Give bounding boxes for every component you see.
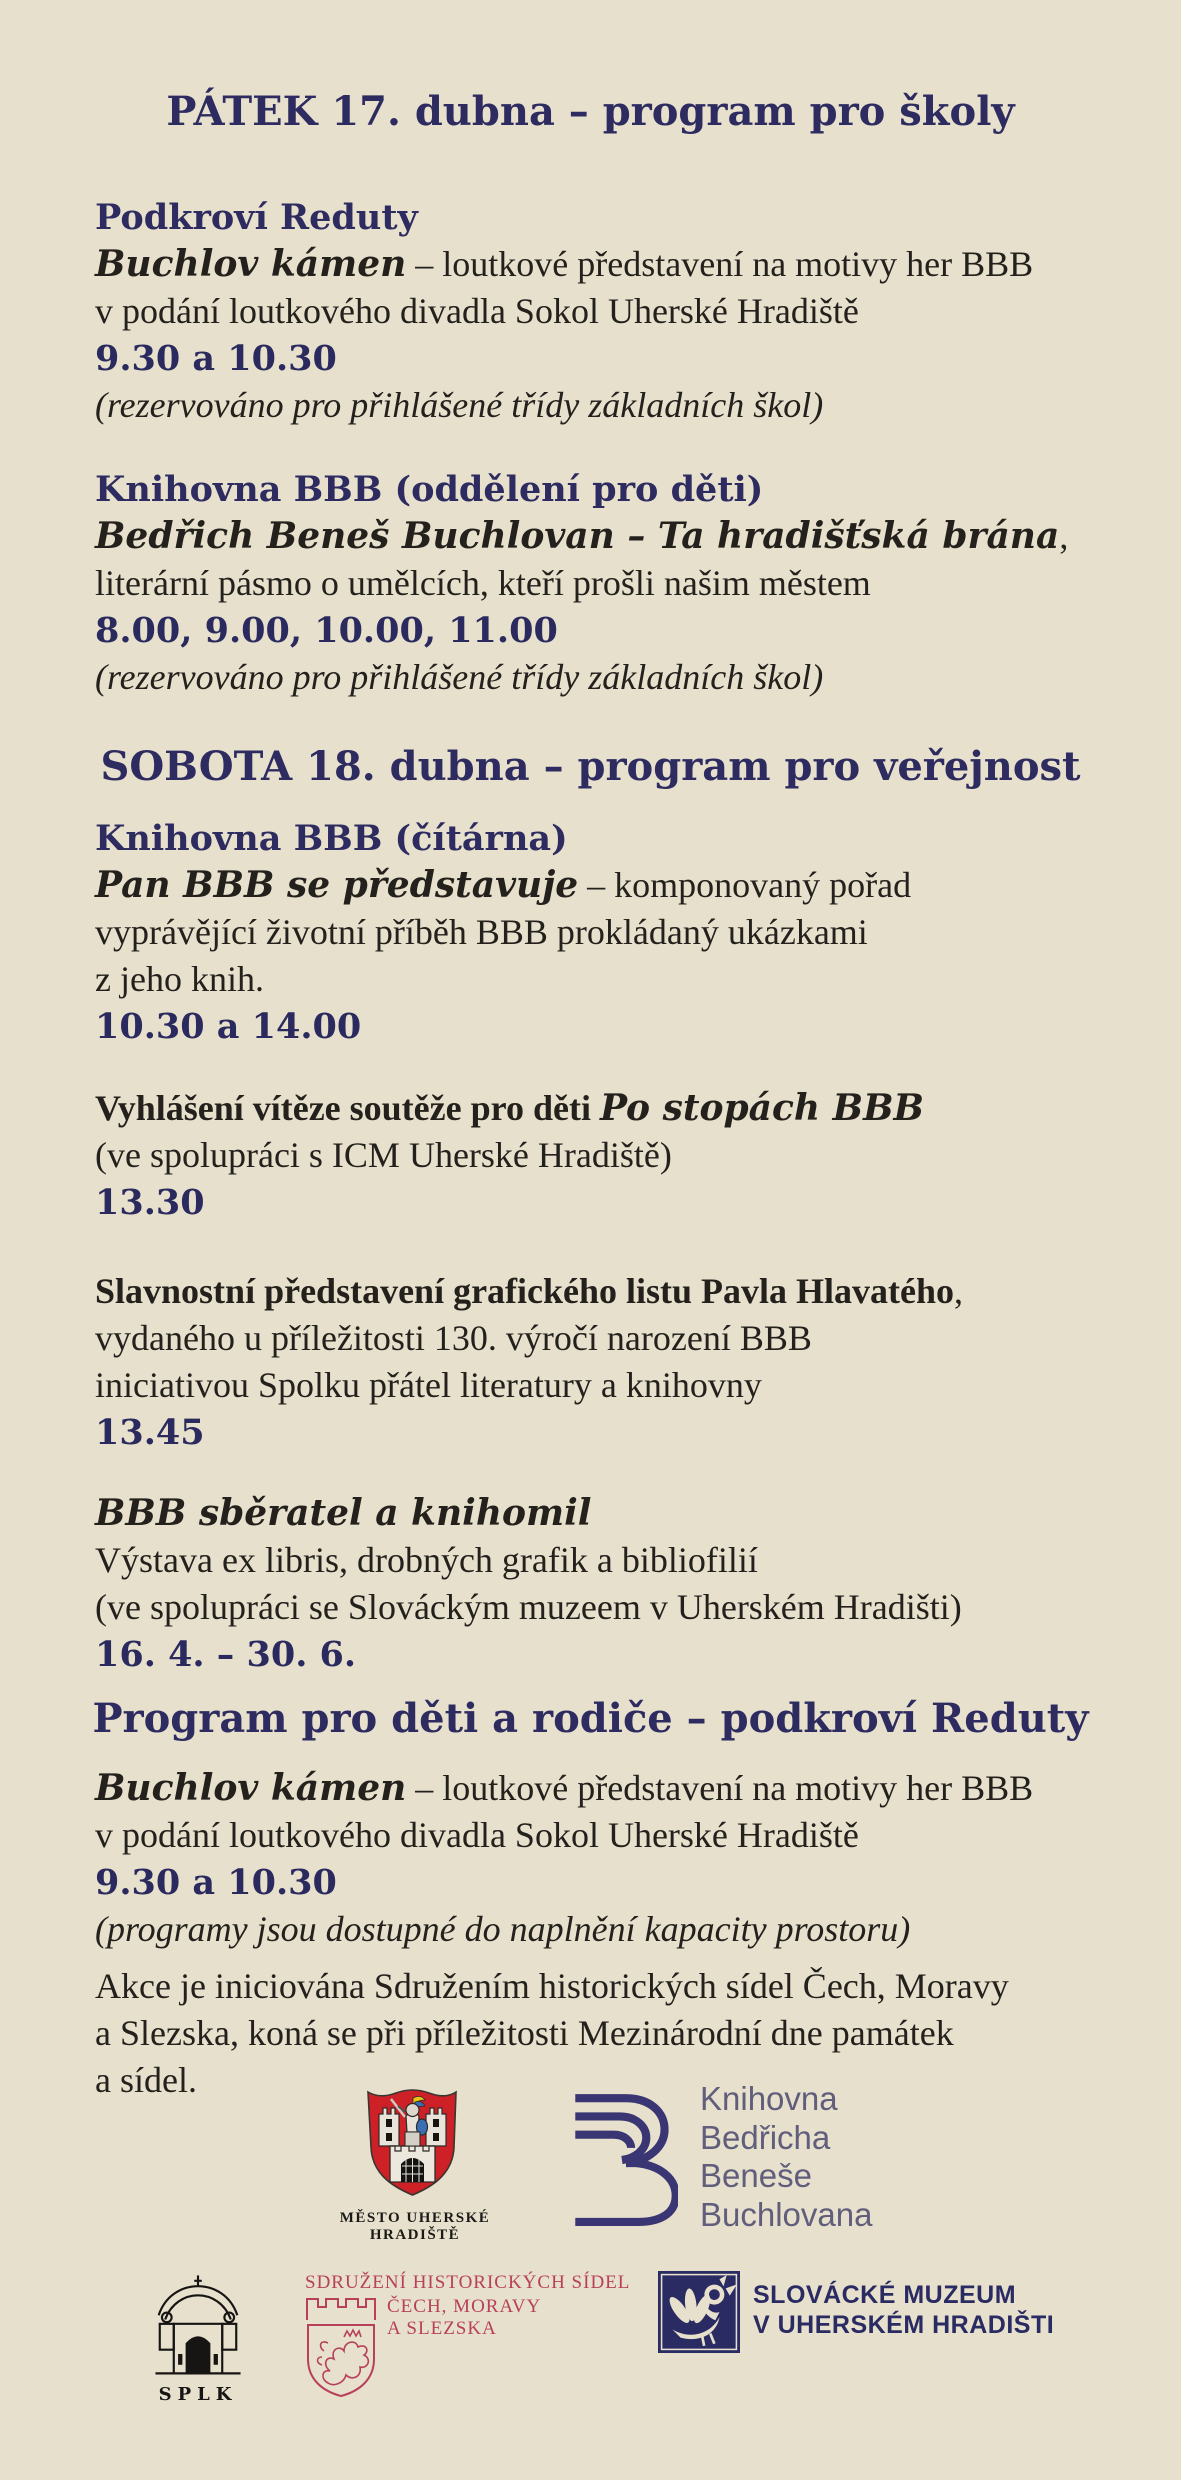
event-time: 13.30	[95, 1182, 205, 1223]
event-desc-line: iniciativou Spolku přátel literatury a knihovny	[95, 1365, 762, 1405]
event-block-saturday-2	[95, 1085, 1166, 1226]
kbbb-logo-icon	[573, 2084, 678, 2226]
event-time: 8.00, 9.00, 10.00, 11.00	[95, 610, 558, 651]
venue-label: Podkroví Reduty	[95, 197, 418, 238]
event-desc-line: z jeho knih.	[95, 959, 264, 999]
event-block-saturday-4	[95, 1490, 1166, 1678]
footer-line: a sídel.	[95, 2060, 197, 2100]
event-note: (rezervováno pro přihlášené třídy základních škol)	[95, 385, 824, 425]
event-date-range: 16. 4. – 30. 6.	[95, 1634, 357, 1675]
event-title: Bedřich Beneš Buchlovan – Ta hradišťská brána	[95, 515, 1060, 557]
venue-label: Knihovna BBB (oddělení pro děti)	[95, 469, 764, 510]
event-desc: – loutkové představení na motivy her BBB	[406, 1768, 1034, 1808]
event-title: Pan BBB se představuje	[95, 864, 579, 906]
event-desc: – loutkové představení na motivy her BBB	[406, 244, 1034, 284]
footer-line: Akce je iniciována Sdružením historických sídel Čech, Moravy	[95, 1966, 1009, 2006]
venue-label: Knihovna BBB (čítárna)	[95, 818, 568, 859]
event-title-comma: ,	[954, 1271, 964, 1311]
muzeum-logo-text	[753, 2281, 1054, 2340]
event-block-children	[95, 1765, 1166, 1953]
shs-lion-shield-icon	[304, 2321, 378, 2399]
event-time: 9.30 a 10.30	[95, 338, 337, 379]
event-title: Vyhlášení vítěze soutěže pro děti	[95, 1088, 600, 1128]
muzeum-line: SLOVÁCKÉ MUZEUM	[753, 2281, 1017, 2309]
event-desc-line: Výstava ex libris, drobných grafik a bibliofilií	[95, 1540, 758, 1580]
event-title-line	[95, 862, 1166, 909]
shs-logo-line: ČECH, MORAVY	[387, 2296, 542, 2317]
event-title: BBB sběratel a knihomil	[95, 1492, 592, 1534]
kbbb-line: Bedřicha	[700, 2118, 831, 2156]
event-title: Buchlov kámen	[95, 1767, 407, 1809]
event-title-line	[95, 513, 1166, 560]
event-note: (rezervováno pro přihlášené třídy základních škol)	[95, 657, 824, 697]
kbbb-line: Knihovna	[700, 2080, 838, 2117]
event-block-saturday-3	[95, 1268, 1166, 1456]
kbbb-line: Beneše	[700, 2157, 812, 2194]
muzeum-bird-icon	[658, 2271, 740, 2353]
muzeum-line: V UHERSKÉM HRADIŠTI	[753, 2310, 1055, 2339]
city-coat-of-arms-icon	[365, 2086, 460, 2198]
shs-logo-line: A SLEZSKA	[387, 2318, 497, 2339]
event-desc-line: literární pásmo o umělcích, kteří prošli našim městem	[95, 563, 871, 603]
program-content	[92, 86, 1166, 2104]
splk-logo-caption: SPLK	[158, 2384, 238, 2405]
event-block-friday-1	[95, 194, 1166, 429]
event-block-saturday-1	[95, 815, 1166, 1050]
event-desc: – komponovaný pořad	[578, 865, 912, 905]
event-desc-line: v podání loutkového divadla Sokol Uherské Hradiště	[95, 291, 859, 331]
event-title-italic: Po stopách BBB	[599, 1087, 924, 1129]
event-time: 10.30 a 14.00	[95, 1006, 362, 1047]
event-title-line	[95, 1085, 1166, 1132]
event-block-friday-2	[95, 466, 1166, 701]
event-title-line	[95, 1268, 1166, 1315]
event-title-line	[95, 241, 1166, 288]
event-desc-line: vydaného u příležitosti 130. výročí narození BBB	[95, 1318, 812, 1358]
footer-line: a Slezska, koná se při příležitosti Mezinárodní dne památek	[95, 2013, 954, 2053]
kbbb-logo-text	[700, 2080, 872, 2234]
event-desc-line: v podání loutkového divadla Sokol Uherské Hradiště	[95, 1815, 859, 1855]
event-title-line	[95, 1765, 1166, 1812]
footer-paragraph	[95, 1963, 1166, 2104]
heading-saturday: SOBOTA 18. dubna – program pro veřejnost	[100, 743, 1081, 790]
heading-children: Program pro děti a rodiče – podkroví Reduty	[92, 1695, 1089, 1742]
event-time: 13.45	[95, 1412, 205, 1453]
shs-logo-title: SDRUŽENÍ HISTORICKÝCH SÍDEL	[305, 2272, 631, 2293]
event-title-comma: ,	[1059, 516, 1069, 556]
splk-logo-icon	[152, 2270, 244, 2382]
event-title: Buchlov kámen	[95, 243, 407, 285]
event-time: 9.30 a 10.30	[95, 1862, 337, 1903]
kbbb-line: Buchlovana	[700, 2195, 873, 2233]
event-desc-line: (ve spolupráci se Slováckým muzeem v Uherském Hradišti)	[95, 1587, 962, 1627]
event-desc-line: (ve spolupráci s ICM Uherské Hradiště)	[95, 1135, 672, 1175]
event-note: (programy jsou dostupné do naplnění kapacity prostoru)	[95, 1909, 911, 1949]
event-title: Slavnostní představení grafického listu Pavla Hlavatého	[95, 1271, 955, 1311]
mesto-logo-caption: MĚSTO UHERSKÉ HRADIŠTĚ	[339, 2210, 491, 2243]
event-desc-line: vyprávějící životní příběh BBB prokládaný ukázkami	[95, 912, 868, 952]
shs-battlement-icon	[305, 2292, 377, 2320]
heading-friday: PÁTEK 17. dubna – program pro školy	[166, 88, 1015, 135]
